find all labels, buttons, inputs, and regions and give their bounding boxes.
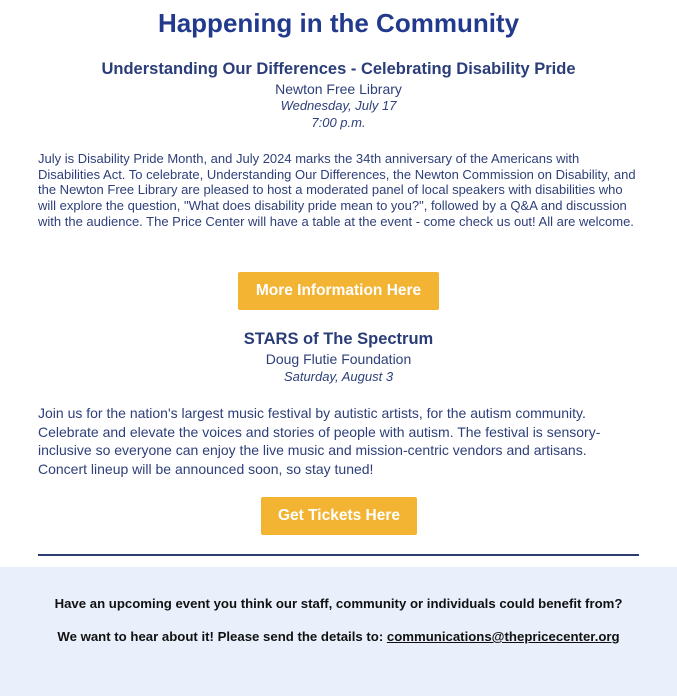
event-date: Wednesday, July 17 xyxy=(280,98,397,113)
event-description: July is Disability Pride Month, and July 2024 marks the 34th anniversary of the Americans with Disabilities Act. To celebrate, Understanding Our Differences, the Newton Commission on Disability, and the Newton Free Library are pleased to host a moderated panel of local speakers with disabilities who will explore the question, "What does disability pride mean to you?", followed by a Q&A and discussion with the audience. The Price Center will have a table at the event - come check us out! All are welcome. xyxy=(38,151,636,229)
section-heading: Happening in the Community xyxy=(157,8,520,38)
event-description: Join us for the nation's largest music festival by autistic artists, for the autism community. Celebrate and elevate the voices and stories of people with autism. The festival is sensory-inclusive so everyone can enjoy the live music and mission-centric vendors and artisans. Concert lineup will be announced soon, so stay tuned! xyxy=(38,405,601,477)
event-venue: Newton Free Library xyxy=(275,81,402,97)
footer-contact-label: We want to hear about it! Please send the details to: xyxy=(57,629,387,644)
section-divider xyxy=(38,554,639,556)
footer-prompt: Have an upcoming event you think our staff, community or individuals could benefit from? xyxy=(54,596,623,611)
event-title: STARS of The Spectrum xyxy=(243,330,434,348)
event-venue: Doug Flutie Foundation xyxy=(265,351,412,367)
event-time: 7:00 p.m. xyxy=(311,115,366,130)
footer-callout xyxy=(0,567,677,696)
more-information-button[interactable]: More Information Here xyxy=(238,272,439,310)
event-title: Understanding Our Differences - Celebrating Disability Pride xyxy=(101,60,576,78)
contact-email-link[interactable]: communications@thepricecenter.org xyxy=(386,629,620,644)
get-tickets-button[interactable]: Get Tickets Here xyxy=(261,497,417,535)
event-date: Saturday, August 3 xyxy=(283,369,394,384)
footer-contact xyxy=(30,628,647,645)
